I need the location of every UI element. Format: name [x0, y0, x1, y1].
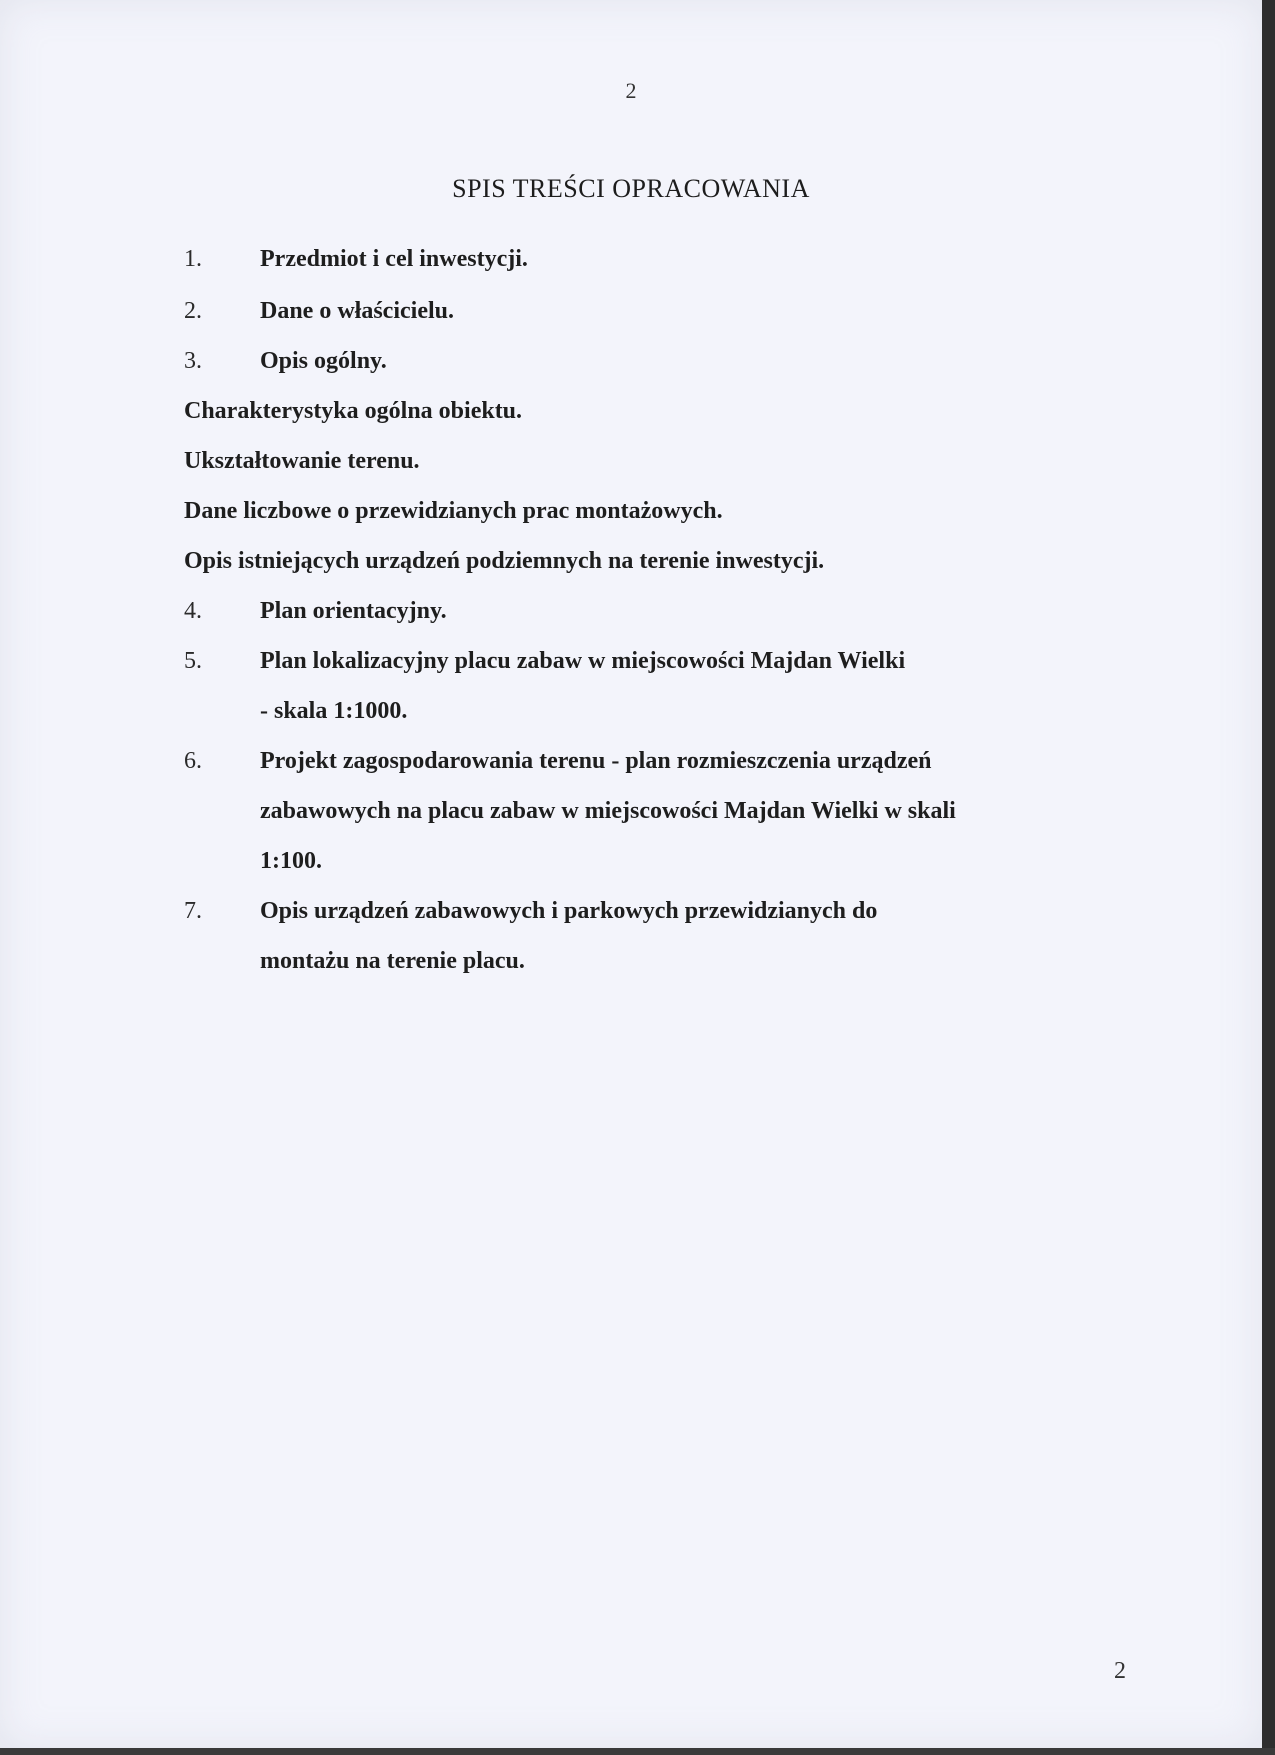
toc-item-2-number: 2.	[184, 298, 202, 324]
document-title: SPIS TREŚCI OPRACOWANIA	[452, 174, 810, 203]
toc-item-6-text-line2: zabawowych na placu zabaw w miejscowości Majdan Wielki w skali	[260, 798, 956, 824]
toc-item-2-text: Dane o właścicielu.	[260, 298, 454, 324]
toc-subitem-1-text: Charakterystyka ogólna obiektu.	[184, 398, 523, 424]
toc-item-6-text-line1: Projekt zagospodarowania terenu - plan rozmieszczenia urządzeń	[260, 748, 932, 774]
page-number-top: 2	[625, 78, 637, 103]
toc-item-5-number: 5.	[184, 648, 202, 674]
toc-item-7-number: 7.	[184, 898, 202, 924]
toc-subitem-4-text: Opis istniejących urządzeń podziemnych na terenie inwestycji.	[184, 548, 825, 574]
toc-item-5-text-line2: - skala 1:1000.	[260, 698, 408, 724]
toc-item-4-number: 4.	[184, 598, 202, 624]
toc-subitem-2-text: Ukształtowanie terenu.	[184, 448, 420, 474]
toc-item-1-number: 1.	[184, 246, 202, 272]
page-number-bottom: 2	[1114, 1658, 1126, 1684]
toc-item-4-text: Plan orientacyjny.	[260, 598, 447, 624]
toc-item-3-number: 3.	[184, 348, 202, 374]
toc-item-6-number: 6.	[184, 748, 202, 774]
toc-item-7-text-line2: montażu na terenie placu.	[260, 948, 525, 974]
toc-item-6-text-line3: 1:100.	[260, 848, 322, 874]
toc-item-3-text: Opis ogólny.	[260, 348, 387, 374]
toc-item-7-text-line1: Opis urządzeń zabawowych i parkowych przewidzianych do	[260, 898, 878, 924]
scan-border-bottom	[0, 1748, 1275, 1755]
toc-subitem-3-text: Dane liczbowe o przewidzianych prac montażowych.	[184, 498, 723, 524]
toc-item-1-text: Przedmiot i cel inwestycji.	[260, 246, 528, 272]
toc-item-5-text-line1: Plan lokalizacyjny placu zabaw w miejscowości Majdan Wielki	[260, 648, 906, 674]
scan-border-right	[1262, 0, 1275, 1755]
